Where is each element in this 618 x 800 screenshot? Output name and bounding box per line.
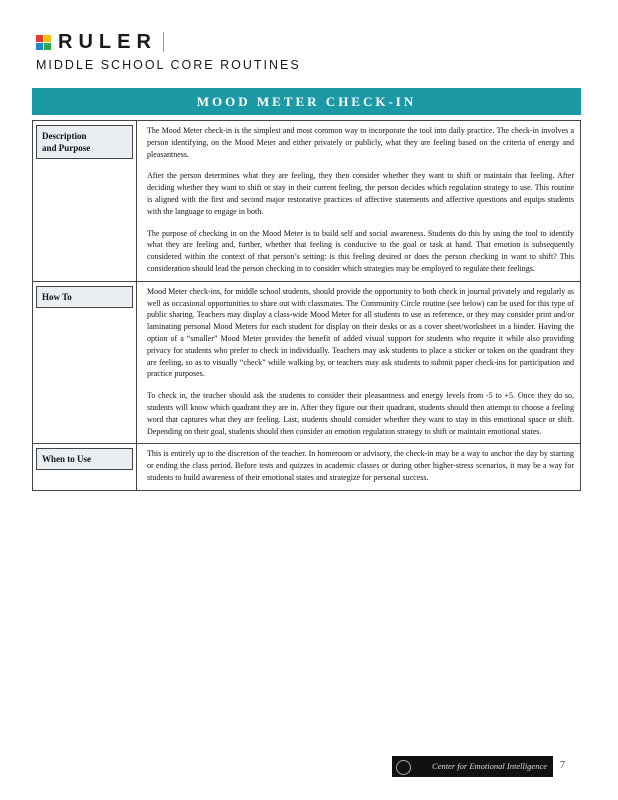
logo-square-red xyxy=(36,35,43,42)
section-banner: MOOD METER CHECK-IN xyxy=(32,88,581,115)
logo-text: RULER xyxy=(58,30,157,53)
center-name: Center for Emotional Intelligence xyxy=(432,761,547,771)
logo-square-yellow xyxy=(44,35,51,42)
row-label-how-to: How To xyxy=(36,286,133,308)
paragraph: Mood Meter check-ins, for middle school students, should provide the opportunity to both check in journal privately and regularly as well as occasional opportunities to share out with classmates. The Community Circle routine (see below) can be used for this type of public sharing. Teachers may display a class-wide Mood Meter for all students to use as reference, or they may consider print and/or laminating personal Mood Meters for each student for display on their desks or as a cover sheet/worksheet in a binder. Having the option of a “smaller” Mood Meter provides the benefit of added visual support for students who require it while also providing privacy for students who prefer to check in individually. Teachers may ask students to place a sticker or token on the quadrant they are feeling, so as to visually “check” while walking by, or teachers may ask students to submit paper check-ins for participation and practice purposes. xyxy=(147,286,574,379)
row-content-how-to xyxy=(137,282,581,444)
paragraph: To check in, the teacher should ask the students to consider their pleasantness and energy levels from -5 to +5. Once they do so, students will know which quadrant they are in. After they figure out their quadrant, students should then attempt to choose a feeling word that captures what they are feeling. Last, students should consider whether they want to stay in this emotional space or shift. Depending on their goal, students should then consider an emotion regulation strategy to shift or maintain emotional states. xyxy=(147,391,574,436)
logo-divider xyxy=(163,32,164,52)
center-emblem-icon xyxy=(396,760,411,775)
center-badge xyxy=(392,756,553,777)
paragraph: The Mood Meter check-in is the simplest and most common way to incorporate the tool into daily practice. The check-in involves a person identifying, on the Mood Meter and either privately or publicly, what they are feeling based on the criteria of energy and pleasantness. xyxy=(147,126,574,159)
table-row-description xyxy=(32,121,581,282)
page-number: 7 xyxy=(560,760,565,771)
paragraph: After the person determines what they are feeling, they then consider whether they want to shift or maintain that feeling. After deciding whether they want to shift or stay in their current feeling, the person decides which regulation strategy to use. This routine is aligned with the first and second major restorative practices of affective statements and affective questions and equips students with the language to engage in both. xyxy=(147,171,574,216)
logo-squares-icon xyxy=(36,35,51,50)
table-row-when-to-use xyxy=(32,444,581,490)
row-label-cell xyxy=(32,282,137,444)
row-label-cell xyxy=(32,121,137,281)
ruler-logo xyxy=(36,32,164,52)
logo-square-green xyxy=(44,43,51,50)
logo-square-blue xyxy=(36,43,43,50)
paragraph: This is entirely up to the discretion of the teacher. In homeroom or advisory, the check-in may be a way to anchor the day by starting or ending the class period. Before tests and quizzes in academic classes or during other higher-stress scenarios, it may be a way for students to build awareness of their emotional states and strategize for personal success. xyxy=(147,449,574,482)
routine-table xyxy=(32,120,581,491)
row-content-description xyxy=(137,121,581,281)
document-subtitle: MIDDLE SCHOOL CORE ROUTINES xyxy=(36,58,301,72)
table-row-how-to xyxy=(32,282,581,445)
row-label-description: Description and Purpose xyxy=(36,125,133,159)
row-content-when-to-use xyxy=(137,444,581,489)
row-label-when-to-use: When to Use xyxy=(36,448,133,470)
row-label-cell xyxy=(32,444,137,489)
paragraph: The purpose of checking in on the Mood Meter is to build self and social awareness. Students do this by using the tool to identify what they are feeling and, further, whether that feeling is conducive to the goal or task at hand. That emotion is subsequently considered within the context of that person’s setting: is this feeling desired or does the person checking in want to shift? This consideration should lead the person checking in to consider which strategies may be employed to regulate their feelings. xyxy=(147,228,574,273)
